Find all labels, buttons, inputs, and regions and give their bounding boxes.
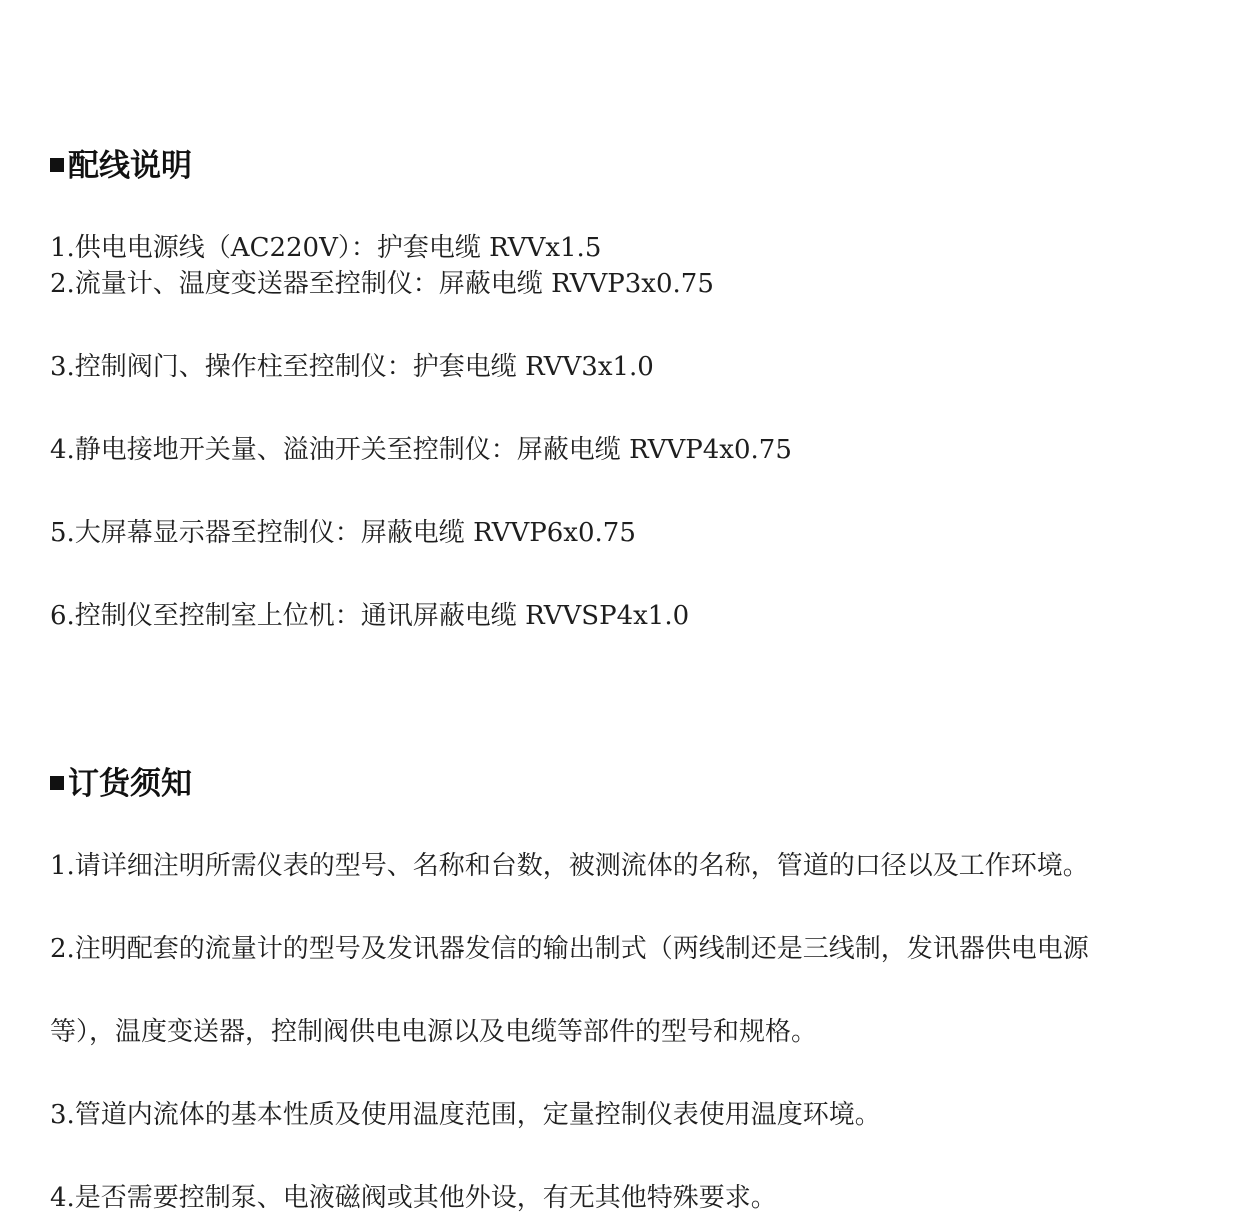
ordering-item-4: 4.是否需要控制泵、电液磁阀或其他外设，有无其他特殊要求。 [50,1183,777,1213]
ordering-item-1: 1.请详细注明所需仪表的型号、名称和台数，被测流体的名称，管道的口径以及工作环境。 [50,851,1089,881]
wiring-section-title-text: 配线说明 [68,148,192,184]
wiring-item-1: 1.供电电源线（AC220V）：护套电缆 RVVx1.5 [50,233,602,263]
ordering-item-3: 3.管道内流体的基本性质及使用温度范围，定量控制仪表使用温度环境。 [50,1100,881,1130]
wiring-section-title [50,146,192,186]
ordering-item-2: 2.注明配套的流量计的型号及发讯器发信的输出制式（两线制还是三线制，发讯器供电电源 [50,934,1089,964]
ordering-item-2-continued: 等），温度变送器，控制阀供电电源以及电缆等部件的型号和规格。 [50,1017,818,1047]
wiring-item-3: 3.控制阀门、操作柱至控制仪：护套电缆 RVV3x1.0 [50,352,654,382]
wiring-item-5: 5.大屏幕显示器至控制仪：屏蔽电缆 RVVP6x0.75 [50,518,636,548]
wiring-item-2: 2.流量计、温度变送器至控制仪：屏蔽电缆 RVVP3x0.75 [50,269,714,299]
wiring-item-6: 6.控制仪至控制室上位机：通讯屏蔽电缆 RVVSP4x1.0 [50,601,690,631]
square-bullet-icon [50,158,64,172]
wiring-item-4: 4.静电接地开关量、溢油开关至控制仪：屏蔽电缆 RVVP4x0.75 [50,435,792,465]
square-bullet-icon [50,776,64,790]
ordering-section-title [50,764,192,804]
ordering-section-title-text: 订货须知 [68,766,192,802]
